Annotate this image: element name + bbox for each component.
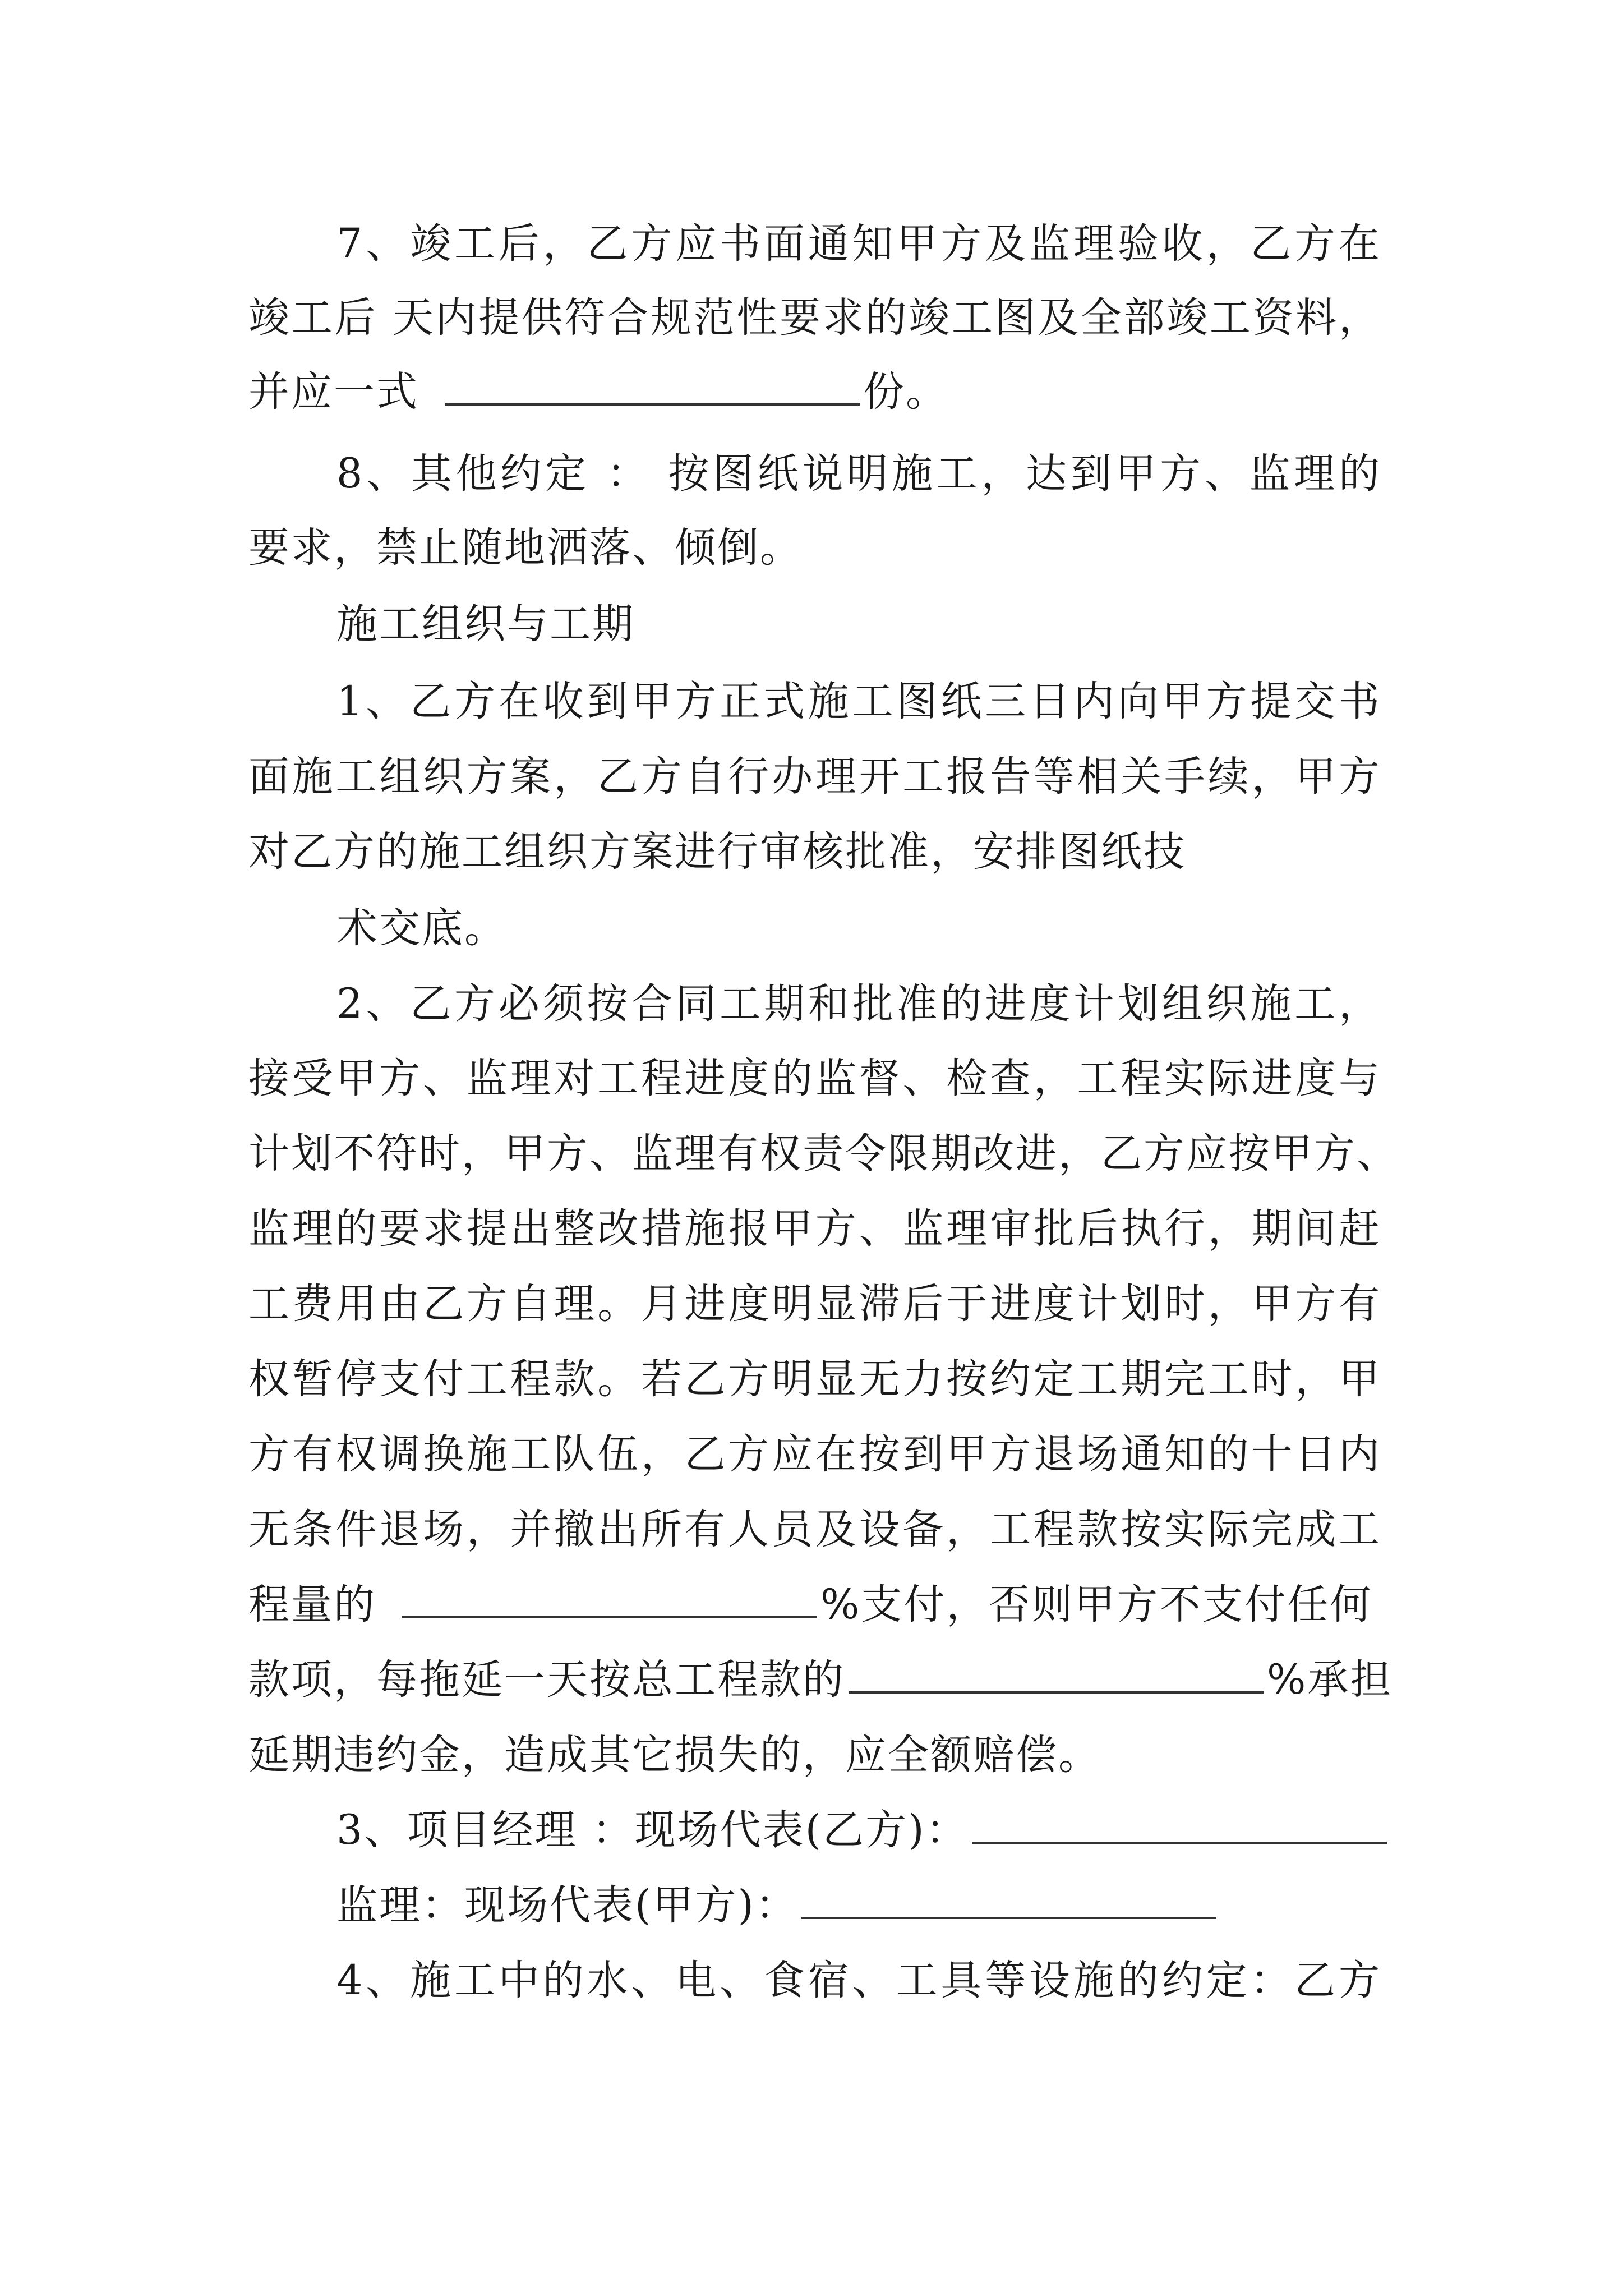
clause-2-line-4: 监理的要求提出整改措施报甲方、监理审批后执行，期间赶 [248, 1205, 1381, 1253]
clause-1-line-3: 对乙方的施工组织方案进行审核批准，安排图纸技 [248, 828, 1186, 876]
clause-1-line-2: 面施工组织方案，乙方自行办理开工报告等相关手续，甲方 [248, 753, 1381, 800]
clause-2-line-5: 工费用由乙方自理。月进度明显滞后于进度计划时，甲方有 [248, 1280, 1381, 1328]
clause-3-line-1 [336, 1800, 1381, 1861]
paragraph-7-line-2: 竣工后 天内提供符合规范性要求的竣工图及全部竣工资料， [248, 294, 1381, 342]
contractor-rep-label: 3、项目经理 ：现场代表(乙方)： [336, 1806, 969, 1854]
penalty-blank [849, 1658, 1264, 1694]
paragraph-7-line-1: 7、竣工后，乙方应书面通知甲方及监理验收，乙方在 [336, 220, 1381, 268]
clause-2-line-6: 权暂停支付工程款。若乙方明显无力按约定工期完工时，甲 [248, 1355, 1381, 1403]
section-heading: 施工组织与工期 [336, 600, 635, 648]
clause-4-line-1: 4、施工中的水、电、食宿、工具等设施的约定：乙方 [336, 1957, 1381, 2004]
clause-1-line-4: 术交底。 [336, 904, 507, 952]
penalty-suffix: %承担 [1267, 1656, 1393, 1704]
clause-2-line-7: 方有权调换施工队伍，乙方应在按到甲方退场通知的十日内 [248, 1430, 1381, 1478]
copies-blank [445, 370, 860, 406]
clause-1-line-1: 1、乙方在收到甲方正式施工图纸三日内向甲方提交书 [336, 678, 1381, 725]
clause-2-line-1: 2、乙方必须按合同工期和批准的进度计划组织施工， [336, 980, 1381, 1028]
owner-rep-label: 监理：现场代表(甲方)： [336, 1881, 798, 1929]
percent-label: 程量的 [248, 1581, 376, 1628]
clause-2-line-10 [248, 1649, 1393, 1711]
owner-rep-blank [801, 1883, 1216, 1919]
contractor-rep-blank [972, 1808, 1387, 1844]
copies-suffix: 份。 [863, 368, 948, 416]
clause-2-line-11: 延期违约金，造成其它损失的，应全额赔偿。 [248, 1731, 1101, 1779]
penalty-label: 款项，每拖延一天按总工程款的 [248, 1656, 845, 1704]
paragraph-8-line-1: 8、其他约定 ： 按图纸说明施工，达到甲方、监理的 [336, 450, 1381, 498]
clause-2-line-8: 无条件退场，并撤出所有人员及设备，工程款按实际完成工 [248, 1506, 1381, 1553]
paragraph-8-line-2: 要求，禁止随地洒落、倾倒。 [248, 524, 803, 572]
percent-blank [402, 1582, 817, 1618]
clause-2-line-9 [248, 1574, 1381, 1636]
paragraph-7-line-3 [248, 361, 1381, 423]
clause-2-line-3: 计划不符时，甲方、监理有权责令限期改进，乙方应按甲方、 [248, 1130, 1399, 1177]
percent-suffix: %支付，否则甲方不支付任何 [820, 1581, 1373, 1628]
clause-3-line-2 [336, 1875, 1381, 1936]
clause-2-line-2: 接受甲方、监理对工程进度的监督、检查，工程实际进度与 [248, 1055, 1381, 1102]
copies-label: 并应一式 [248, 368, 419, 416]
